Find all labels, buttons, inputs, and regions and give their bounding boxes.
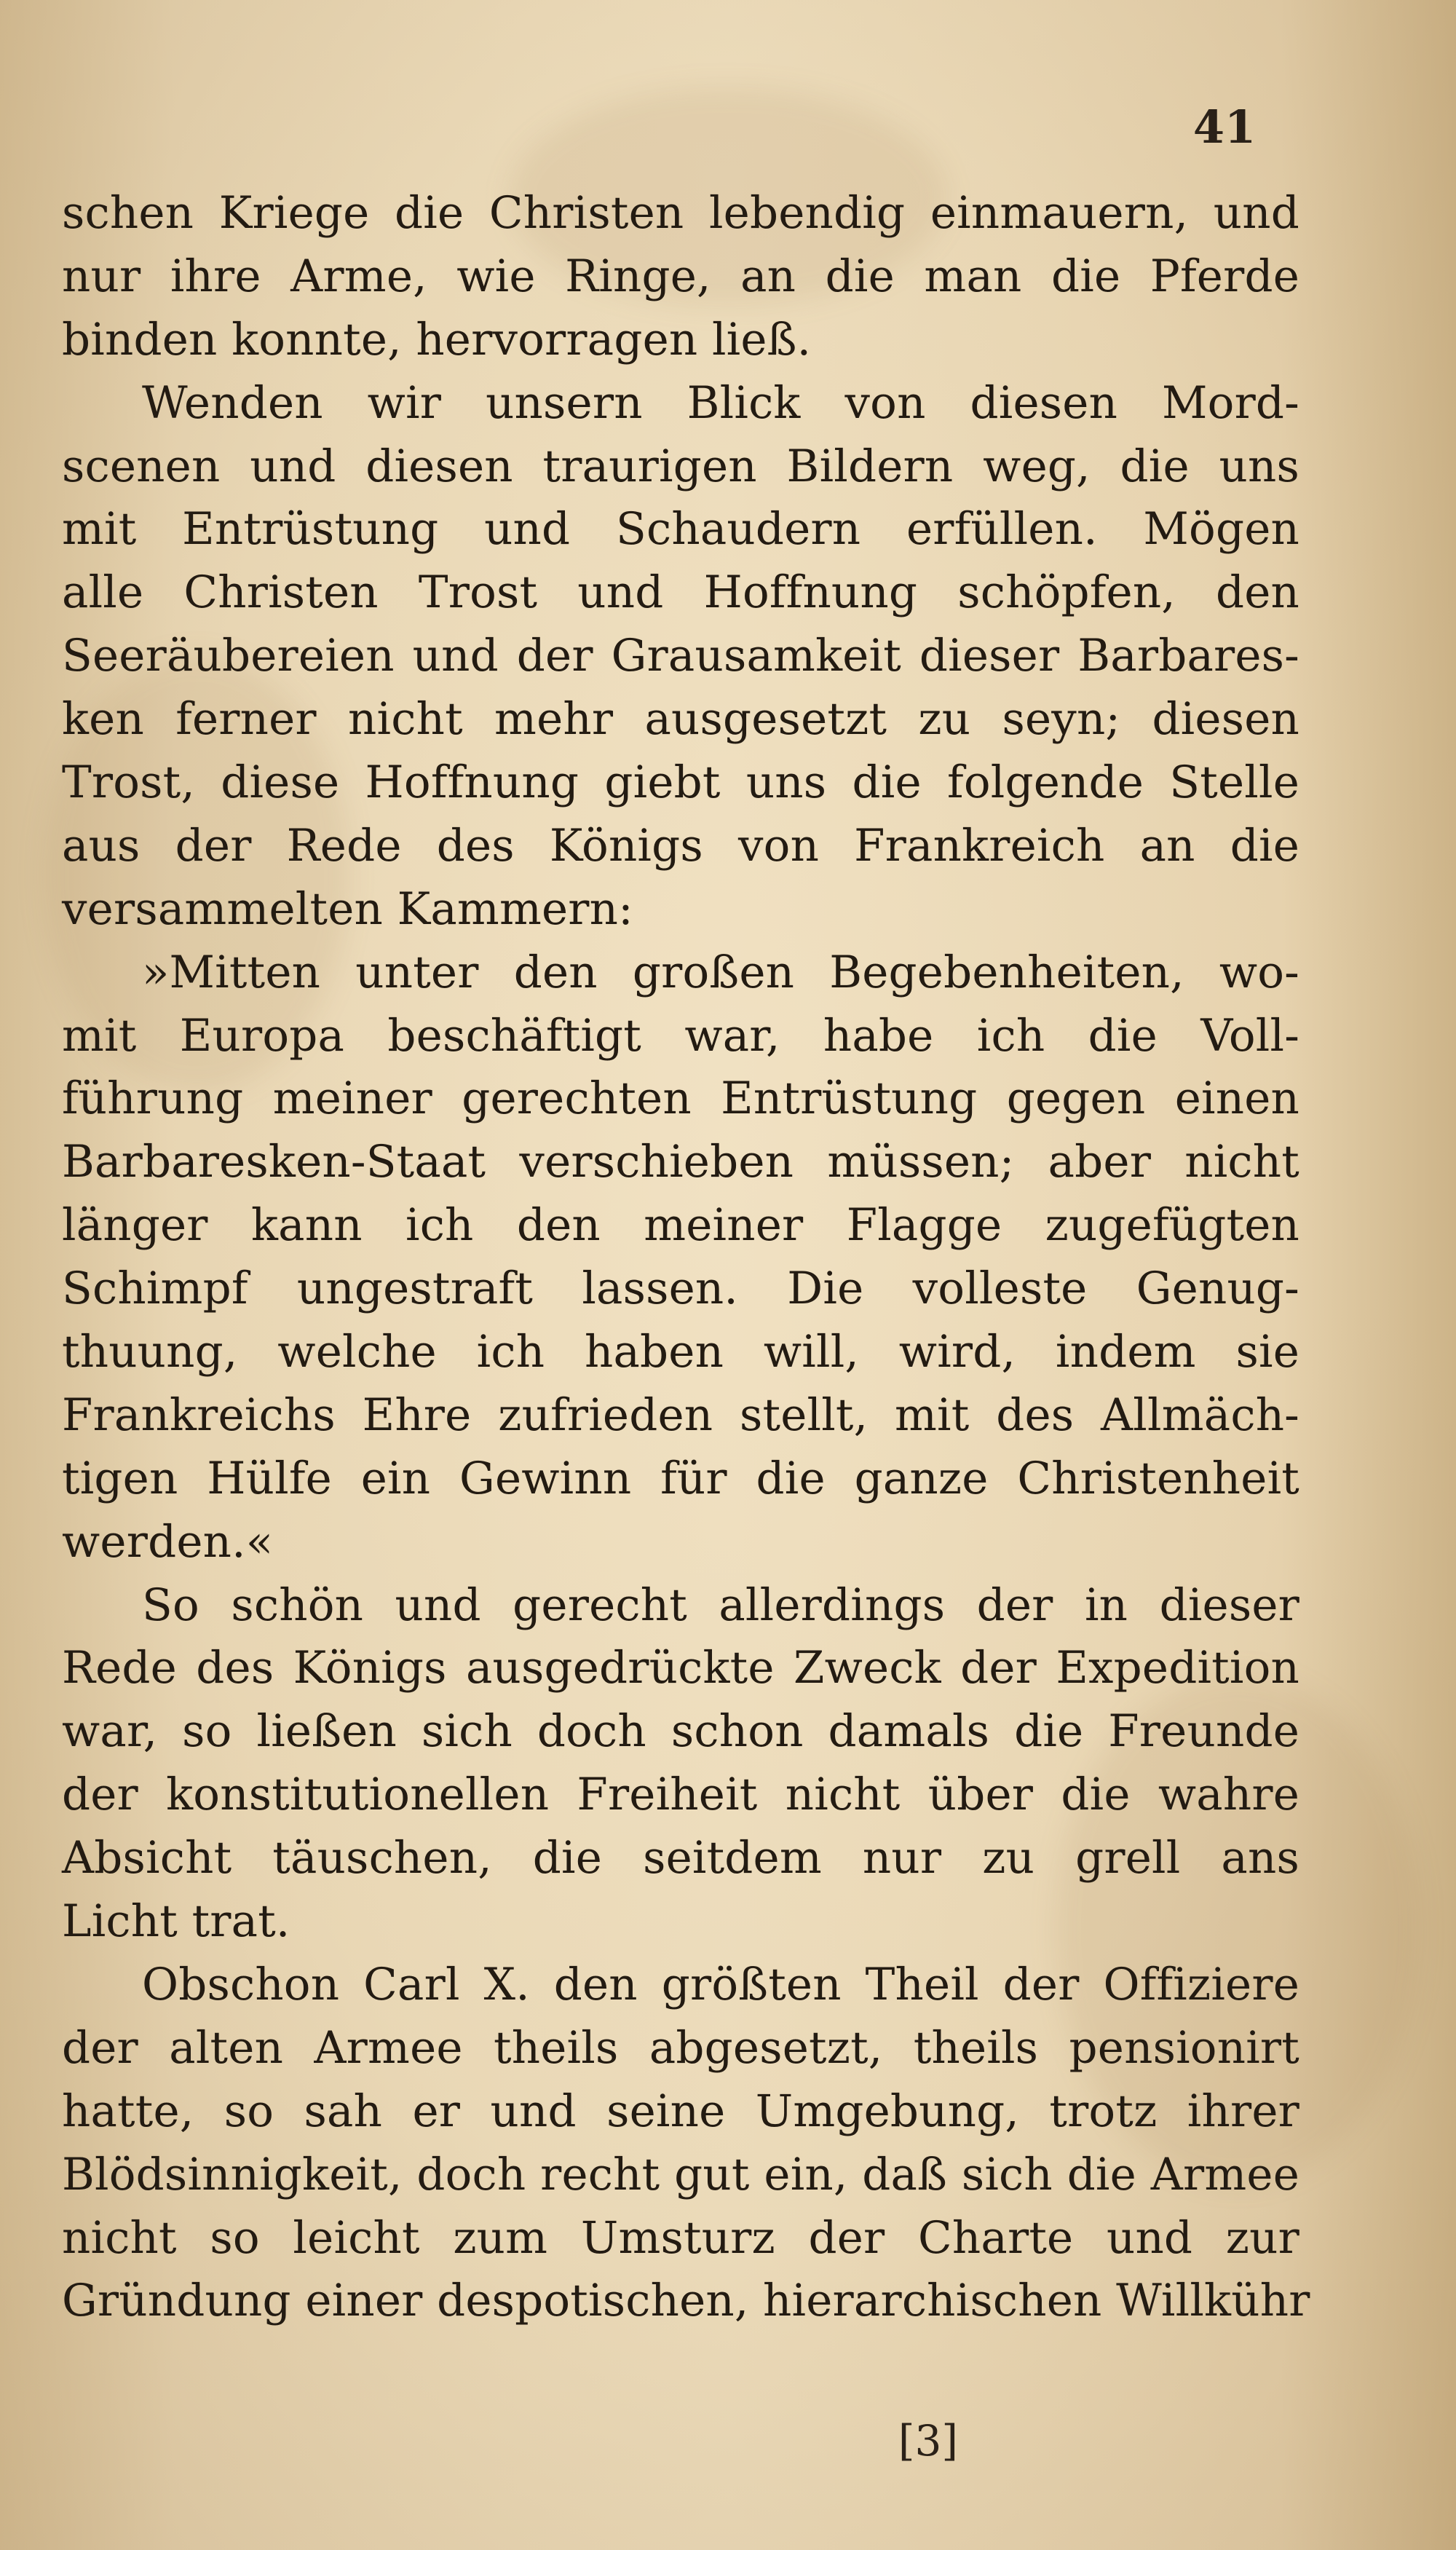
text-line: Wenden wir unsern Blick von diesen Mord-: [142, 376, 1299, 429]
signature-mark: [3]: [898, 2416, 959, 2466]
text-line: versammelten Kammern:: [62, 883, 633, 935]
text-line: Barbaresken-Staat verschieben müssen; aber nicht: [62, 1136, 1299, 1188]
text-line: Absicht täuschen, die seitdem nur zu grell ans: [62, 1832, 1299, 1884]
text-line: aus der Rede des Königs von Frankreich an die: [62, 819, 1299, 872]
text-line: der alten Armee theils abgesetzt, theils pensionirt: [62, 2021, 1299, 2074]
text-line: nicht so leicht zum Umsturz der Charte und zur: [62, 2211, 1299, 2264]
text-line: scenen und diesen traurigen Bildern weg, die uns: [62, 440, 1299, 492]
text-line: mit Entrüstung und Schaudern erfüllen. Mögen: [62, 503, 1299, 556]
text-line: »Mitten unter den großen Begebenheiten, wo-: [142, 946, 1299, 998]
body-text: [62, 182, 1310, 2333]
text-line: So schön und gerecht allerdings der in dieser: [142, 1579, 1299, 1631]
text-line: Licht trat.: [62, 1895, 290, 1948]
text-line: schen Kriege die Christen lebendig einmauern, und: [62, 187, 1299, 239]
text-line: Rede des Königs ausgedrückte Zweck der Expedition: [62, 1642, 1299, 1694]
text-line: Gründung einer despotischen, hierarchischen Willkühr: [62, 2275, 1310, 2327]
text-line: länger kann ich den meiner Flagge zugefügten: [62, 1199, 1299, 1252]
text-line: Frankreichs Ehre zufrieden stellt, mit des Allmäch-: [62, 1389, 1299, 1441]
text-line: war, so ließen sich doch schon damals die Freunde: [62, 1705, 1299, 1758]
text-line: führung meiner gerechten Entrüstung gegen einen: [62, 1073, 1299, 1125]
text-line: hatte, so sah er und seine Umgebung, trotz ihrer: [62, 2085, 1299, 2137]
text-line: alle Christen Trost und Hoffnung schöpfen, den: [62, 567, 1299, 619]
text-line: Obschon Carl X. den größten Theil der Offiziere: [142, 1958, 1299, 2010]
text-line: thuung, welche ich haben will, wird, indem sie: [62, 1326, 1299, 1378]
text-line: tigen Hülfe ein Gewinn für die ganze Christenheit: [62, 1452, 1299, 1504]
text-line: werden.«: [62, 1515, 274, 1568]
text-line: mit Europa beschäftigt war, habe ich die Voll-: [62, 1009, 1299, 1062]
text-line: binden konnte, hervorragen ließ.: [62, 313, 812, 366]
text-line: der konstitutionellen Freiheit nicht über die wahre: [62, 1769, 1299, 1821]
page-number: 41: [1192, 100, 1257, 154]
text-line: nur ihre Arme, wie Ringe, an die man die Pferde: [62, 250, 1299, 302]
text-line: Schimpf ungestraft lassen. Die volleste Genug-: [62, 1263, 1299, 1315]
text-line: Trost, diese Hoffnung giebt uns die folgende Stelle: [62, 757, 1299, 809]
text-line: Seeräubereien und der Grausamkeit dieser Barbares-: [62, 630, 1299, 682]
text-line: Blödsinnigkeit, doch recht gut ein, daß sich die Armee: [62, 2148, 1299, 2200]
text-line: ken ferner nicht mehr ausgesetzt zu seyn; diesen: [62, 693, 1299, 746]
